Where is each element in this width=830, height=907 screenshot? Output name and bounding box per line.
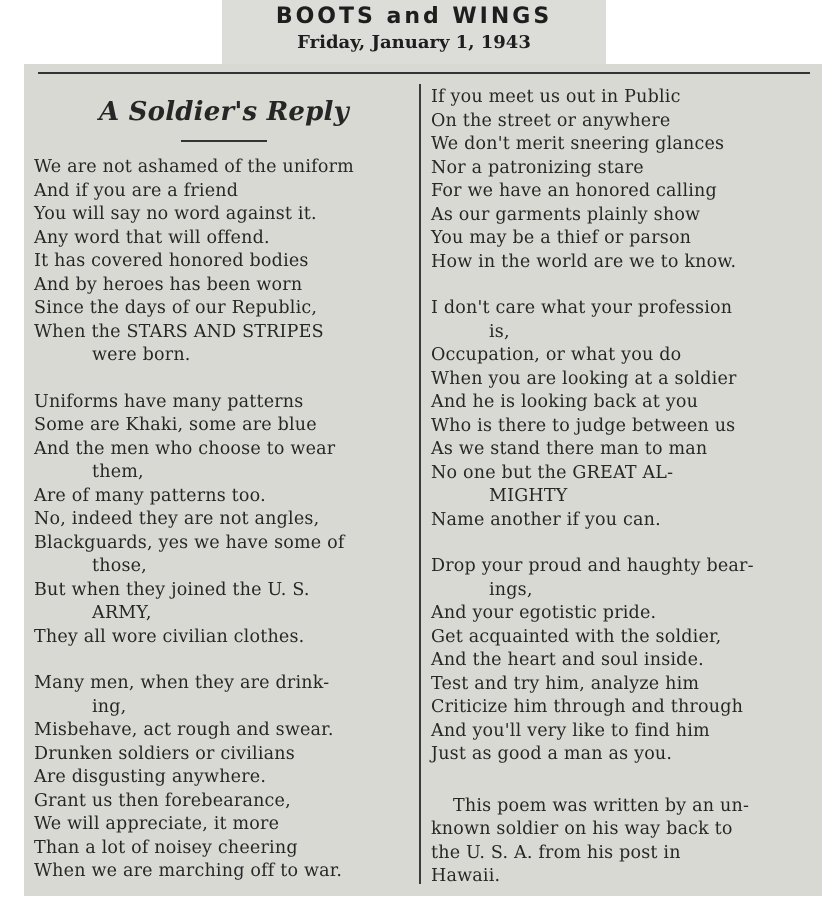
poem-line: If you meet us out in Public [431,87,681,107]
poem-line: When you are looking at a soldier [431,368,737,389]
paper-name: BOOTS and WINGS [275,4,553,29]
poem-line: When we are marching off to war. [34,861,343,881]
stanza [34,156,414,368]
stanza [34,391,414,650]
poem-line: Misbehave, act rough and swear. [34,720,334,740]
right-column [431,86,819,889]
poem-line: For we have an honored calling [431,181,717,201]
stanza [431,297,819,532]
poem-line: As our garments plainly show [431,204,701,225]
poem-line: It has covered honored bodies [34,251,309,271]
poem-line: And by heroes has been worn [34,274,303,295]
poem-line: We will appreciate, it more [34,814,280,834]
column-divider [419,84,421,884]
poem-line: And the heart and soul inside. [431,650,704,670]
header-rule [38,72,810,74]
poem-line: But when they joined the U. S. [34,579,310,600]
poem-line: How in the world are we to know. [431,251,737,272]
title-rule [181,140,267,142]
poem-title: A Soldier's Reply [99,97,349,127]
author-note [431,795,819,889]
poem-line: Test and try him, analyze him [431,673,700,694]
poem-line: MIGHTY [489,486,568,506]
left-stanzas [34,156,414,884]
poem-line: Uniforms have many patterns [34,391,304,412]
newspaper-masthead [222,0,606,64]
poem-line: Since the days of our Republic, [34,298,318,318]
poem-line: They all wore civilian clothes. [34,626,305,647]
poem-line: I don't care what your profession [431,298,733,318]
stanza [34,672,414,884]
poem-line: is, [489,321,510,342]
left-column [34,86,414,907]
poem-line: those, [92,556,147,576]
poem-line: ARMY, [92,603,152,623]
stanza [431,555,819,767]
poem-line: ing, [92,696,127,717]
poem-line: And you'll very like to find him [431,720,710,741]
poem-line: No, indeed they are not angles, [34,509,320,529]
note-line: This poem was written by an un- [453,795,750,816]
poem-line: And if you are a friend [34,180,239,201]
poem-line: We are not ashamed of the uniform [34,157,354,177]
poem-line: were born. [92,345,191,365]
poem-line: Than a lot of noisey cheering [34,837,298,858]
poem-line: Occupation, or what you do [431,345,682,365]
poem-line: Are of many patterns too. [34,485,266,506]
poem-line: Who is there to judge between us [431,415,736,436]
poem-line: Many men, when they are drink- [34,673,330,693]
poem-line: them, [92,462,144,482]
note-line: Hawaii. [431,866,501,886]
poem-line: Drunken soldiers or civilians [34,743,295,764]
poem-line: Some are Khaki, some are blue [34,415,317,435]
note-line: the U. S. A. from his post in [431,842,681,863]
poem-line: When the STARS AND STRIPES [34,321,324,342]
poem-line: On the street or anywhere [431,110,671,131]
poem-line: Get acquainted with the soldier, [431,626,722,647]
poem-line: Any word that will offend. [34,227,270,248]
right-stanzas [431,86,819,767]
poem-line: Name another if you can. [431,509,661,530]
note-line: known soldier on his way back to [431,819,733,839]
poem-line: Just as good a man as you. [431,744,673,764]
poem-line: Criticize him through and through [431,697,744,717]
poem-line: Grant us then forebearance, [34,790,291,811]
stanza [431,86,819,274]
poem-line: ings, [489,579,533,600]
newspaper-clipping [24,64,822,896]
poem-line: Blackguards, yes we have some of [34,532,345,553]
paper-date: Friday, January 1, 1943 [297,32,531,53]
poem-line: And the men who choose to wear [34,438,336,459]
poem-line: And your egotistic pride. [431,603,657,623]
poem-line: Nor a patronizing stare [431,157,644,178]
poem-line: Are disgusting anywhere. [34,767,267,787]
poem-line: We don't merit sneering glances [431,134,725,154]
poem-line: You may be a thief or parson [431,228,692,248]
poem-line: You will say no word against it. [34,204,317,224]
poem-line: Drop your proud and haughty bear- [431,556,754,576]
poem-line: And he is looking back at you [431,392,699,412]
poem-line: As we stand there man to man [431,439,708,459]
poem-line: No one but the GREAT AL- [431,462,674,483]
